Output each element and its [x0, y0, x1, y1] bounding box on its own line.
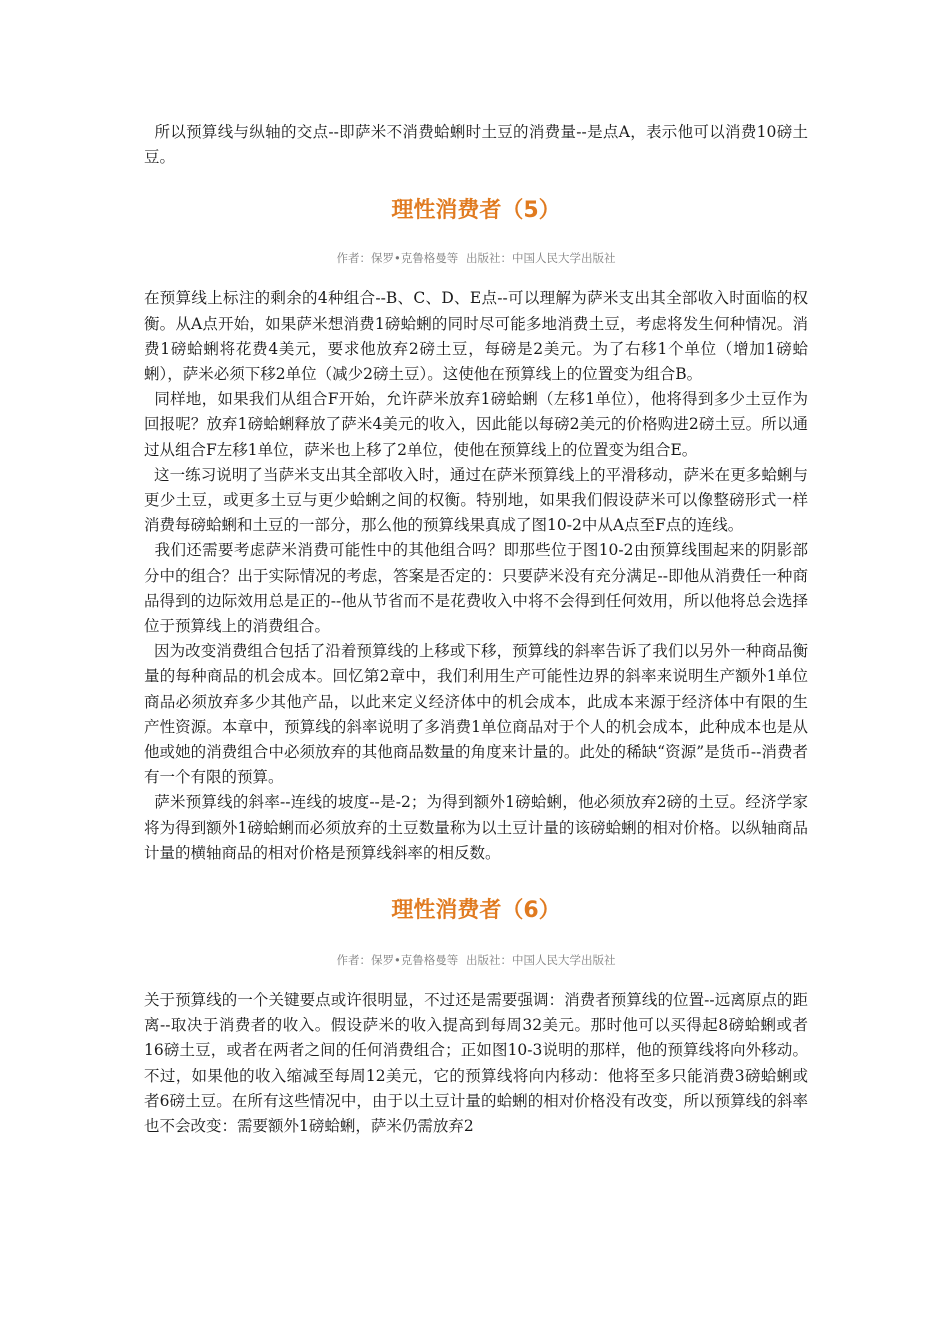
section-body-6	[144, 988, 808, 1139]
paragraph: 我们还需要考虑萨米消费可能性中的其他组合吗？即那些位于图10-2由预算线围起来的阴影部分中的组合？出于实际情况的考虑，答案是否定的：只要萨米没有充分满足--即他从消费任一种商品得到的边际效用总是正的--他从节省而不是花费收入中将不会得到任何效用，所以他将总会选择位于预算线上的消费组合。	[144, 541, 808, 636]
paragraph: 关于预算线的一个关键要点或许很明显，不过还是需要强调：消费者预算线的位置--远离原点的距离--取决于消费者的收入。假设萨米的收入提高到每周32美元。那时他可以买得起8磅蛤蜊或者16磅土豆，或者在两者之间的任何消费组合；正如图10-3说明的那样，他的预算线将向外移动。不过，如果他的收入缩减至每周12美元，它的预算线将向内移动：他将至多只能消费3磅蛤蜊或者6磅土豆。在所有这些情况中，由于以土豆计量的蛤蜊的相对价格没有改变，所以预算线的斜率也不会改变：需要额外1磅蛤蜊，萨米仍需放弃2	[144, 991, 808, 1136]
paragraph: 在预算线上标注的剩余的4种组合--B、C、D、E点--可以理解为萨米支出其全部收入时面临的权衡。从A点开始，如果萨米想消费1磅蛤蜊的同时尽可能多地消费土豆，考虑将发生何种情况。消费1磅蛤蜊将花费4美元，要求他放弃2磅土豆，每磅是2美元。为了右移1个单位（增加1磅蛤蜊），萨米必须下移2单位（减少2磅土豆）。这使他在预算线上的位置变为组合B。	[144, 289, 808, 384]
publisher-label: 出版社：中国人民大学出版社	[465, 953, 616, 968]
author-label: 作者：保罗•克鲁格曼等	[336, 251, 459, 266]
section-meta-6	[144, 952, 808, 968]
intro-paragraph: 所以预算线与纵轴的交点--即萨米不消费蛤蜊时土豆的消费量--是点A，表示他可以消费10磅土豆。	[144, 123, 809, 167]
section-title-5: 理性消费者（5）	[391, 198, 561, 224]
paragraph: 因为改变消费组合包括了沿着预算线的上移或下移，预算线的斜率告诉了我们以另外一种商品衡量的每种商品的机会成本。回忆第2章中，我们利用生产可能性边界的斜率来说明生产额外1单位商品必须放弃多少其他产品，以此来定义经济体中的机会成本，此成本来源于经济体中有限的生产性资源。本章中，预算线的斜率说明了多消费1单位商品对于个人的机会成本，此种成本也是从他或她的消费组合中必须放弃的其他商品数量的角度来计量的。此处的稀缺“资源”是货币--消费者有一个有限的预算。	[144, 642, 808, 787]
section-title-6: 理性消费者（6）	[391, 898, 561, 924]
document-page	[144, 120, 808, 1139]
section-body-5	[144, 286, 808, 866]
author-label: 作者：保罗•克鲁格曼等	[336, 953, 459, 968]
paragraph: 萨米预算线的斜率--连线的坡度--是-2；为得到额外1磅蛤蜊，他必须放弃2磅的土豆。经济学家将为得到额外1磅蛤蜊而必须放弃的土豆数量称为以土豆计量的该磅蛤蜊的相对价格。以纵轴商品计量的横轴商品的相对价格是预算线斜率的相反数。	[144, 793, 808, 862]
paragraph: 同样地，如果我们从组合F开始，允许萨米放弃1磅蛤蜊（左移1单位），他将得到多少土豆作为回报呢？放弃1磅蛤蜊释放了萨米4美元的收入，因此能以每磅2美元的价格购进2磅土豆。所以通过从组合F左移1单位，萨米也上移了2单位，使他在预算线上的位置变为组合E。	[144, 390, 808, 459]
section-meta-5	[144, 250, 808, 266]
publisher-label: 出版社：中国人民大学出版社	[465, 251, 616, 266]
paragraph: 这一练习说明了当萨米支出其全部收入时，通过在萨米预算线上的平滑移动，萨米在更多蛤蜊与更少土豆，或更多土豆与更少蛤蜊之间的权衡。特别地，如果我们假设萨米可以像整磅形式一样消费每磅蛤蜊和土豆的一部分，那么他的预算线果真成了图10-2中从A点至F点的连线。	[144, 465, 808, 535]
